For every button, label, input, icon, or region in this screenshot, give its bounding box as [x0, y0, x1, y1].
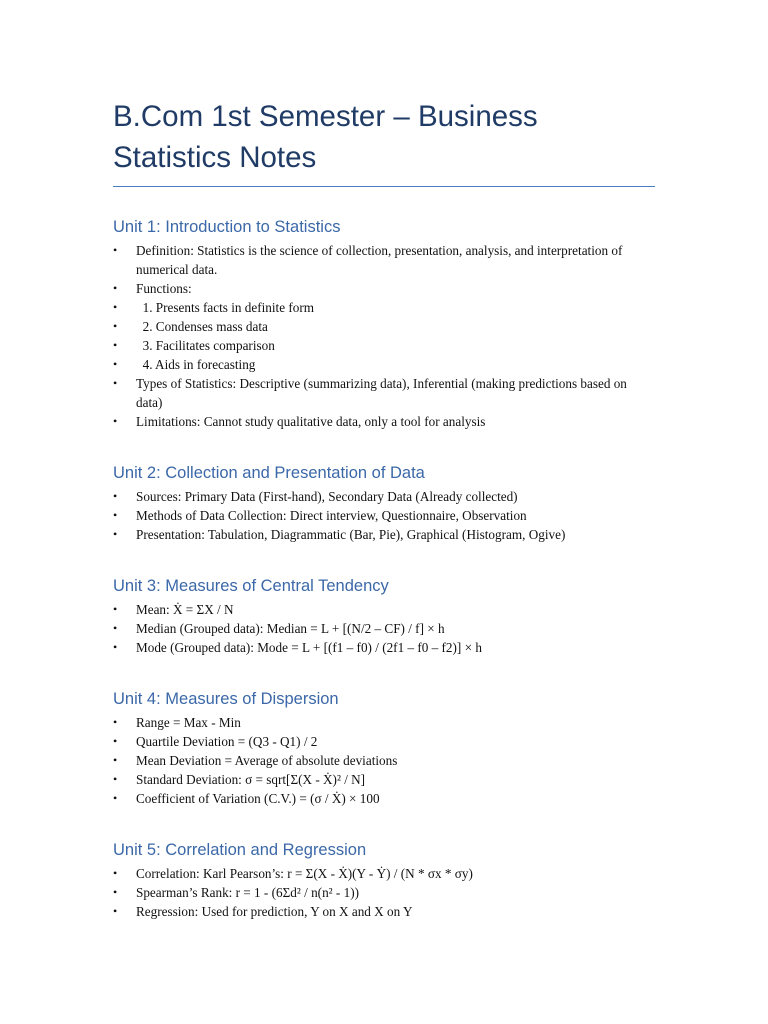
list-item: • Definition: Statistics is the science of collection, presentation, analysis, and interpretation of numerical data.	[113, 243, 623, 277]
list-item: • Median (Grouped data): Median = L + [(N/2 – CF) / f] × h	[113, 621, 445, 636]
list-item: • Quartile Deviation = (Q3 - Q1) / 2	[113, 734, 318, 749]
unit-1-list	[113, 241, 655, 431]
bullet-icon: •	[113, 772, 118, 786]
bullet-icon: •	[113, 300, 118, 314]
bullet-icon: •	[113, 376, 118, 390]
bullet-icon: •	[113, 489, 118, 503]
bullet-icon: •	[113, 527, 118, 541]
unit-4-list	[113, 713, 655, 808]
unit-4-heading: Unit 4: Measures of Dispersion	[113, 690, 339, 708]
unit-1-section	[113, 217, 655, 431]
unit-5-section	[113, 840, 655, 921]
list-item: • Limitations: Cannot study qualitative data, only a tool for analysis	[113, 414, 486, 429]
bullet-icon: •	[113, 414, 118, 428]
title-line-1: B.Com 1st Semester – Business	[113, 100, 538, 133]
bullet-icon: •	[113, 357, 118, 371]
unit-2-list	[113, 487, 655, 544]
bullet-icon: •	[113, 640, 118, 654]
list-item: • Mode (Grouped data): Mode = L + [(f1 – f0) / (2f1 – f0 – f2)] × h	[113, 640, 482, 655]
bullet-icon: •	[113, 791, 118, 805]
bullet-icon: •	[113, 885, 118, 899]
list-item: • Regression: Used for prediction, Y on X and X on Y	[113, 904, 413, 919]
unit-1-heading: Unit 1: Introduction to Statistics	[113, 218, 341, 236]
list-item: • Methods of Data Collection: Direct interview, Questionnaire, Observation	[113, 508, 527, 523]
bullet-icon: •	[113, 338, 118, 352]
bullet-icon: •	[113, 243, 118, 257]
bullet-icon: •	[113, 715, 118, 729]
list-item: • Correlation: Karl Pearson’s: r = Σ(X - Ẋ)(Y - Ẏ) / (N * σx * σy)	[113, 866, 473, 881]
list-item: • Standard Deviation: σ = sqrt[Σ(X - Ẋ)² / N]	[113, 772, 366, 787]
bullet-icon: •	[113, 281, 118, 295]
bullet-icon: •	[113, 621, 118, 635]
bullet-icon: •	[113, 904, 118, 918]
bullet-icon: •	[113, 319, 118, 333]
bullet-icon: •	[113, 753, 118, 767]
bullet-icon: •	[113, 734, 118, 748]
bullet-icon: •	[113, 866, 118, 880]
unit-2-heading: Unit 2: Collection and Presentation of Data	[113, 464, 425, 482]
list-item: • 2. Condenses mass data	[113, 319, 268, 334]
bullet-icon: •	[113, 508, 118, 522]
bullet-icon: •	[113, 602, 118, 616]
list-item: • Spearman’s Rank: r = 1 - (6Σd² / n(n² - 1))	[113, 885, 359, 900]
list-item: • Coefficient of Variation (C.V.) = (σ / Ẋ) × 100	[113, 791, 380, 806]
unit-4-section	[113, 689, 655, 808]
list-item: • Types of Statistics: Descriptive (summarizing data), Inferential (making predictions based on data)	[113, 376, 627, 410]
list-item: • 3. Facilitates comparison	[113, 338, 275, 353]
unit-2-section	[113, 463, 655, 544]
list-item: • 1. Presents facts in definite form	[113, 300, 314, 315]
document-page	[113, 96, 655, 921]
document-title	[113, 96, 655, 187]
unit-5-list	[113, 864, 655, 921]
unit-3-section	[113, 576, 655, 657]
list-item: • Presentation: Tabulation, Diagrammatic (Bar, Pie), Graphical (Histogram, Ogive)	[113, 527, 566, 542]
list-item: • 4. Aids in forecasting	[113, 357, 256, 372]
list-item: • Mean Deviation = Average of absolute deviations	[113, 753, 398, 768]
unit-3-heading: Unit 3: Measures of Central Tendency	[113, 577, 389, 595]
list-item: • Sources: Primary Data (First-hand), Secondary Data (Already collected)	[113, 489, 518, 504]
unit-5-heading: Unit 5: Correlation and Regression	[113, 841, 367, 859]
list-item: • Range = Max - Min	[113, 715, 241, 730]
list-item: • Mean: Ẋ = ΣX / N	[113, 602, 234, 617]
list-item: • Functions:	[113, 281, 192, 296]
unit-3-list	[113, 600, 655, 657]
title-line-2: Statistics Notes	[113, 141, 317, 174]
